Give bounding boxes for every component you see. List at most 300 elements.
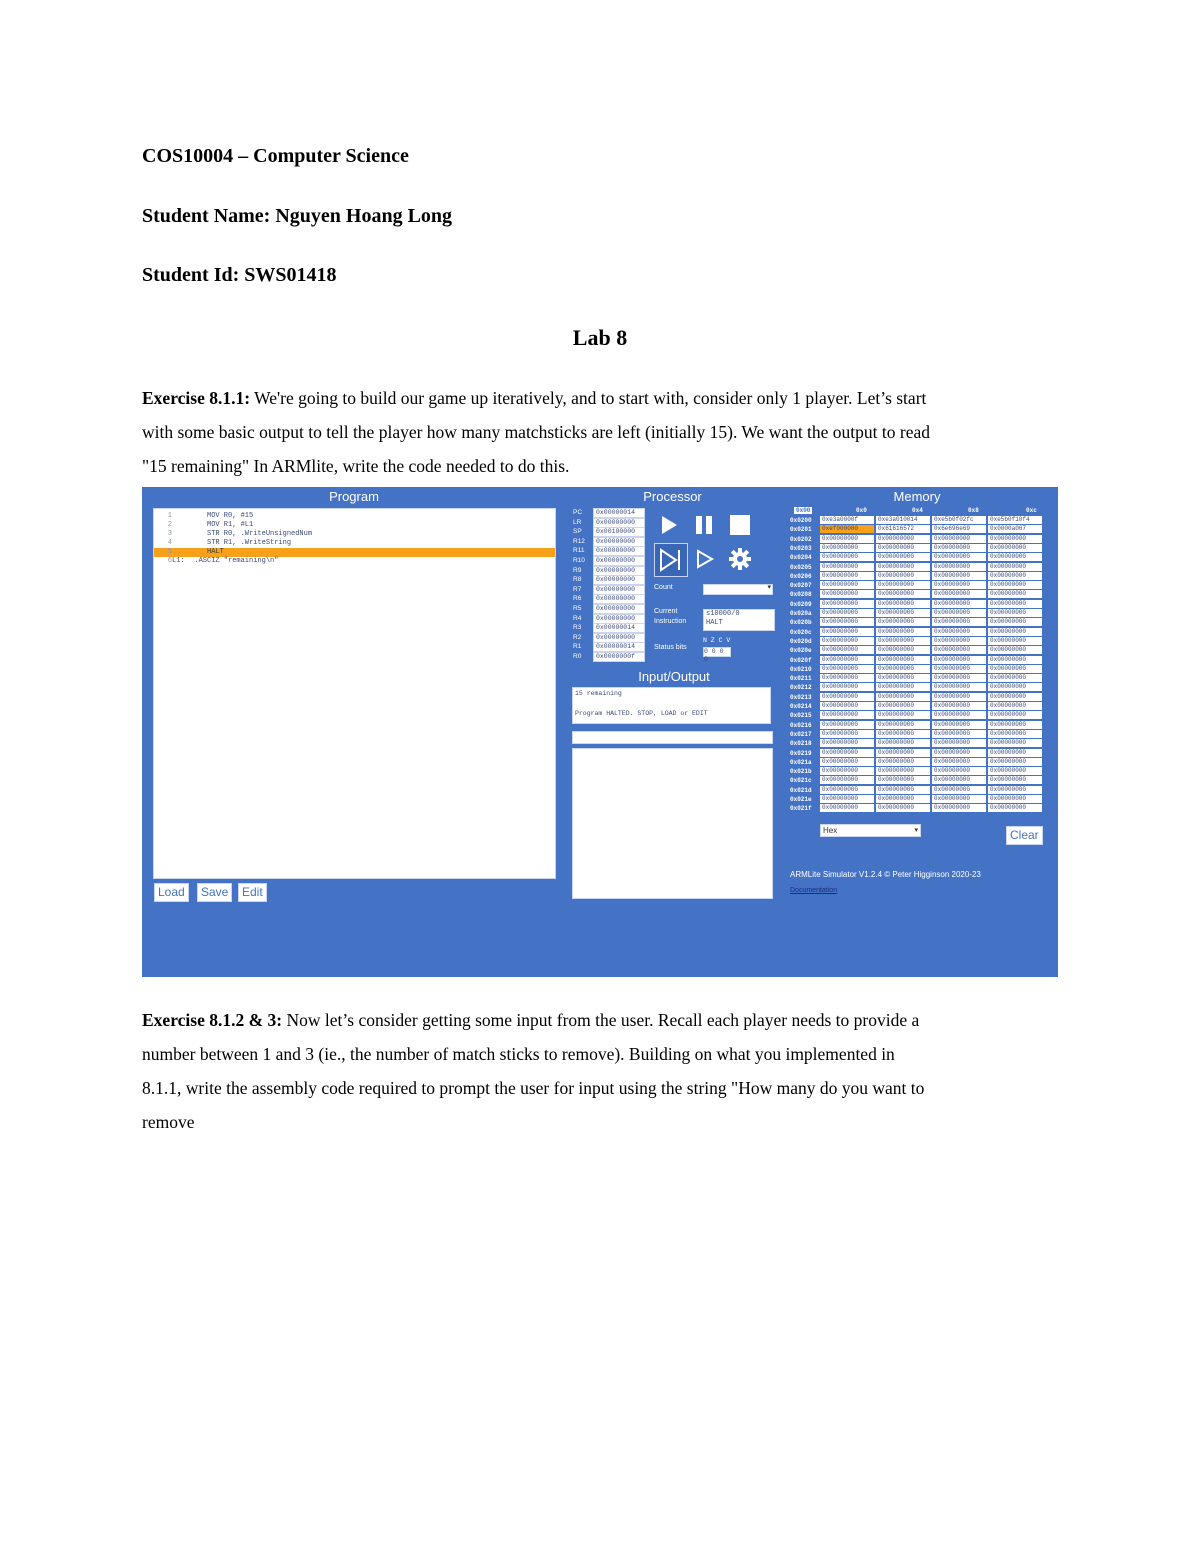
memory-cell[interactable]: 0x00000000 (876, 776, 930, 784)
exercise-2-text-2: number between 1 and 3 (ie., the number of match sticks to remove). Building on what you implemented in (142, 1044, 895, 1064)
memory-cell[interactable]: 0x00000000 (932, 646, 986, 654)
register-name: R10 (573, 557, 585, 564)
memory-cell[interactable]: 0x00000000 (876, 581, 930, 589)
memory-cell[interactable]: 0x00000000 (932, 535, 986, 543)
pause-icon[interactable] (694, 515, 714, 540)
memory-row (790, 609, 1046, 618)
code-label: L1: (172, 557, 185, 565)
line-number: 3 (167, 530, 172, 538)
memory-cell[interactable]: 0x00000000 (876, 665, 930, 673)
register-name: R5 (573, 605, 582, 612)
memory-cell[interactable]: 0x00000000 (876, 721, 930, 729)
memory-cell[interactable]: 0x00000000 (876, 702, 930, 710)
register-value: 0x00000000 (593, 546, 645, 556)
memory-cell[interactable]: 0x00000000 (932, 544, 986, 552)
memory-cell[interactable]: 0x00000000 (820, 553, 874, 561)
memory-cell[interactable]: 0x00000000 (820, 609, 874, 617)
memory-cell[interactable]: 0x00000000 (988, 730, 1042, 738)
memory-address: 0x020d (790, 637, 812, 645)
memory-row (790, 516, 1046, 525)
code-line[interactable] (154, 512, 555, 521)
register-name: SP (573, 528, 582, 536)
memory-cell[interactable]: 0x00000000 (876, 656, 930, 664)
io-input[interactable] (572, 731, 773, 744)
memory-format-value: Hex (823, 826, 838, 835)
memory-address: 0x0216 (790, 721, 812, 729)
memory-address: 0x020a (790, 610, 812, 617)
memory-cell[interactable]: 0x00000000 (988, 656, 1042, 664)
memory-address: 0x0217 (790, 730, 812, 738)
memory-cell[interactable]: 0x00000000 (876, 711, 930, 719)
memory-cell[interactable]: 0x00000000 (876, 749, 930, 757)
memory-cell[interactable]: 0x00000000 (876, 786, 930, 794)
register-value: 0x00000000 (593, 556, 645, 566)
memory-row (790, 674, 1046, 683)
program-editor[interactable] (153, 508, 556, 879)
memory-row (790, 563, 1046, 572)
register-name: R11 (573, 547, 585, 555)
memory-cell[interactable]: 0x00000000 (988, 767, 1042, 775)
memory-cell[interactable]: 0x00000000 (876, 590, 930, 598)
load-button[interactable]: Load (154, 883, 189, 902)
register-value: 0x00000014 (593, 642, 645, 652)
exercise-2-label: Exercise 8.1.2 & 3: (142, 1010, 283, 1030)
current-label: Current (654, 608, 678, 615)
edit-button[interactable]: Edit (238, 883, 267, 902)
memory-cell[interactable]: 0x00000000 (988, 693, 1042, 701)
register-name: R4 (573, 614, 582, 622)
memory-cell[interactable]: 0x00000000 (820, 702, 874, 710)
memory-header-col: 0x4 (912, 507, 923, 514)
memory-cell[interactable]: 0x00000000 (988, 758, 1042, 766)
memory-cell[interactable]: 0x00000000 (932, 674, 986, 682)
memory-row (790, 535, 1046, 544)
exercise-2-text-1: Now let’s consider getting some input from the user. Recall each player needs to provide a (286, 1010, 920, 1030)
memory-row (790, 776, 1046, 785)
status-values: 0 0 0 0 (703, 647, 731, 657)
exercise-1-label: Exercise 8.1.1: (142, 388, 251, 408)
memory-row (790, 637, 1046, 646)
register-name: R8 (573, 576, 582, 584)
memory-address: 0x021c (790, 777, 812, 785)
instruction-label: Instruction (654, 618, 687, 625)
memory-cell[interactable]: 0x00000000 (876, 535, 930, 543)
memory-row (790, 721, 1046, 730)
register-value: 0x00000014 (593, 623, 645, 633)
exercise-1-text-2: with some basic output to tell the player how many matchsticks are left (initially 15). We want the output to read (142, 422, 931, 442)
memory-header-col: 0x8 (968, 507, 979, 514)
memory-cell[interactable]: 0x00000000 (988, 776, 1042, 784)
course-title: COS10004 – Computer Science (142, 145, 409, 167)
memory-cell[interactable]: 0x00000000 (932, 776, 986, 784)
chevron-down-icon: ▾ (767, 584, 771, 591)
memory-cell[interactable]: 0x00000000 (988, 628, 1042, 636)
memory-cell[interactable]: 0x00000000 (876, 600, 930, 608)
memory-address: 0x0208 (790, 591, 812, 599)
memory-cell[interactable]: 0x00000000 (820, 758, 874, 766)
memory-cell[interactable]: 0x00000000 (876, 646, 930, 654)
code-text: .ASCIZ "remaining\n" (186, 557, 279, 565)
memory-cell[interactable]: 0x00000000 (876, 758, 930, 766)
memory-cell[interactable]: 0x00000000 (820, 637, 874, 645)
memory-cell[interactable]: 0x00000000 (820, 767, 874, 775)
register-value: 0x00000000 (593, 585, 645, 595)
memory-cell[interactable]: 0x00000000 (988, 739, 1042, 747)
memory-cell[interactable]: 0x00000000 (876, 544, 930, 552)
memory-cell[interactable]: 0x00000000 (932, 749, 986, 757)
memory-row (790, 618, 1046, 627)
memory-row (790, 786, 1046, 795)
register-value: 0x00000014 (593, 508, 645, 518)
memory-address: 0x0200 (790, 517, 812, 524)
current-instruction-box (703, 609, 775, 631)
memory-cell[interactable]: 0x00000000 (820, 674, 874, 682)
memory-cell[interactable]: 0x00000000 (932, 618, 986, 626)
memory-row (790, 758, 1046, 767)
line-number: 5 (167, 548, 172, 556)
memory-cell[interactable]: 0x00000000 (988, 749, 1042, 757)
memory-cell[interactable]: 0xe3a010014 (876, 516, 930, 524)
step-icon[interactable] (654, 543, 688, 577)
memory-address: 0x0218 (790, 740, 812, 748)
memory-cell[interactable]: 0x00000000 (988, 683, 1042, 691)
memory-cell[interactable]: 0x00000000 (876, 767, 930, 775)
memory-cell[interactable]: 0xe5b0f02fc (932, 516, 986, 524)
memory-cell[interactable]: 0x00000000 (876, 572, 930, 580)
memory-cell[interactable]: 0x00000000 (876, 795, 930, 803)
memory-cell[interactable]: 0x00000000 (820, 544, 874, 552)
exercise-1-paragraph (142, 381, 1037, 483)
memory-row (790, 683, 1046, 692)
line-number: 4 (167, 539, 172, 547)
memory-cell[interactable]: 0x00000000 (932, 795, 986, 803)
memory-address: 0x0214 (790, 703, 812, 710)
memory-row (790, 581, 1046, 590)
memory-cell[interactable]: 0x00000000 (932, 721, 986, 729)
code-line[interactable] (154, 521, 555, 530)
memory-row (790, 767, 1046, 776)
memory-address: 0x020c (790, 628, 812, 636)
exercise-2-text-4: remove (142, 1112, 195, 1132)
memory-address: 0x0203 (790, 544, 812, 552)
memory-address: 0x021a (790, 758, 812, 766)
memory-cell[interactable]: 0x00000000 (932, 665, 986, 673)
memory-cell[interactable]: 0x00000000 (820, 804, 874, 812)
memory-row (790, 590, 1046, 599)
memory-cell[interactable]: 0x00000000 (932, 693, 986, 701)
memory-address: 0x0204 (790, 554, 812, 562)
memory-row (790, 600, 1046, 609)
documentation-link[interactable]: Documentation (790, 887, 838, 894)
memory-cell[interactable]: 0x00000000 (820, 795, 874, 803)
register-name: PC (573, 509, 583, 516)
register-value: 0x00100000 (593, 527, 645, 537)
memory-cell[interactable]: 0x00000000 (820, 646, 874, 654)
memory-cell[interactable]: 0x0000a067 (988, 525, 1042, 533)
memory-row (790, 525, 1046, 534)
memory-cell[interactable]: 0x00000000 (988, 609, 1042, 617)
memory-row (790, 544, 1046, 553)
memory-cell[interactable]: 0x00000000 (932, 711, 986, 719)
memory-address: 0x0206 (790, 572, 812, 580)
memory-cell[interactable]: 0x00000000 (876, 804, 930, 812)
exercise-1-text-1: We're going to build our game up iteratively, and to start with, consider only 1 player. Let’s start (254, 388, 927, 408)
memory-cell[interactable]: 0x00000000 (988, 553, 1042, 561)
memory-cell[interactable]: 0xe3a0000f (820, 516, 874, 524)
memory-cell[interactable]: 0x00000000 (876, 628, 930, 636)
memory-row (790, 739, 1046, 748)
memory-cell[interactable]: 0x00000000 (932, 656, 986, 664)
memory-address: 0x0201 (790, 526, 812, 534)
register-name: R1 (573, 643, 582, 651)
memory-cell[interactable]: 0x00000000 (820, 628, 874, 636)
memory-row (790, 711, 1046, 720)
memory-title: Memory (893, 489, 941, 504)
memory-cell[interactable]: 0x00000000 (876, 739, 930, 747)
memory-row (790, 804, 1046, 813)
code-line[interactable] (154, 557, 555, 566)
register-name: R2 (573, 633, 582, 641)
memory-cell[interactable]: 0x00000000 (820, 656, 874, 664)
register-value: 0x00000000 (593, 594, 645, 604)
settings-icon[interactable] (729, 548, 751, 575)
register-name: R9 (573, 566, 582, 574)
memory-address: 0x020e (790, 647, 812, 655)
code-text: MOV R0, #15 (186, 512, 254, 520)
exercise-1-text-3: "15 remaining" In ARMlite, write the code needed to do this. (142, 456, 570, 476)
code-line[interactable] (154, 530, 555, 539)
memory-cell[interactable]: 0x00000000 (988, 544, 1042, 552)
memory-cell[interactable]: 0x00000000 (932, 609, 986, 617)
memory-address: 0x021f (790, 805, 812, 813)
memory-address: 0x021d (790, 786, 812, 794)
memory-cell[interactable]: 0x00000000 (820, 749, 874, 757)
save-button[interactable]: Save (197, 883, 232, 902)
memory-cell[interactable]: 0x00000000 (932, 786, 986, 794)
memory-cell[interactable]: 0x00000000 (820, 535, 874, 543)
memory-cell[interactable]: 0x00000000 (876, 730, 930, 738)
memory-cell[interactable]: 0x00000000 (820, 739, 874, 747)
memory-table (790, 507, 1050, 822)
memory-cell[interactable]: 0x00000000 (820, 581, 874, 589)
memory-cell[interactable]: 0x00000000 (820, 786, 874, 794)
armlite-screenshot (142, 487, 1058, 977)
memory-cell[interactable]: 0x00000000 (988, 786, 1042, 794)
memory-cell[interactable]: 0x00000000 (876, 563, 930, 571)
register-name: R7 (573, 585, 582, 593)
count-label: Count (654, 584, 673, 591)
clear-button[interactable]: Clear (1006, 826, 1043, 845)
memory-cell[interactable]: 0x00000000 (876, 553, 930, 561)
memory-cell[interactable]: 0x00000000 (932, 758, 986, 766)
current-address: s10000/0 (706, 610, 740, 618)
version-text: ARMLite Simulator V1.2.4 © Peter Higginson 2020-23 (790, 870, 981, 879)
io-output (572, 687, 771, 724)
memory-cell[interactable]: 0x00000000 (820, 711, 874, 719)
register-value: 0x00000000 (593, 575, 645, 585)
memory-cell[interactable]: 0x00000000 (876, 693, 930, 701)
student-id: Student Id: SWS01418 (142, 264, 337, 286)
memory-cell[interactable]: 0x00000000 (820, 618, 874, 626)
line-number: 1 (167, 512, 172, 520)
memory-cell[interactable]: 0x00000000 (932, 767, 986, 775)
memory-cell[interactable]: 0x00000000 (988, 804, 1042, 812)
memory-address: 0x021e (790, 796, 812, 803)
memory-cell[interactable]: 0x00000000 (876, 637, 930, 645)
memory-row (790, 646, 1046, 655)
memory-cell[interactable]: 0x00000000 (932, 600, 986, 608)
memory-cell[interactable]: 0x00000000 (932, 683, 986, 691)
memory-address: 0x0212 (790, 684, 812, 692)
io-display (572, 748, 773, 899)
code-text: HALT (186, 548, 224, 556)
register-value: 0x00000000 (593, 604, 645, 614)
memory-cell[interactable]: 0x00000000 (988, 646, 1042, 654)
memory-address: 0x0205 (790, 563, 812, 571)
stop-icon[interactable] (729, 515, 751, 540)
memory-address: 0x0215 (790, 712, 812, 720)
memory-cell[interactable]: 0x00000000 (876, 674, 930, 682)
code-line[interactable] (154, 539, 555, 548)
memory-address: 0x0202 (790, 535, 812, 543)
memory-cell[interactable]: 0x00000000 (988, 637, 1042, 645)
memory-cell[interactable]: 0x61616572 (876, 525, 930, 533)
memory-header-page[interactable]: 0x00 (796, 507, 811, 514)
memory-row (790, 628, 1046, 637)
memory-cell[interactable]: 0x6e696e69 (932, 525, 986, 533)
memory-cell[interactable]: 0x00000000 (988, 563, 1042, 571)
register-value: 0x00000000 (593, 614, 645, 624)
memory-row (790, 553, 1046, 562)
memory-cell[interactable]: 0x00000000 (932, 563, 986, 571)
lab-title: Lab 8 (572, 325, 628, 350)
exercise-2-paragraph (142, 1003, 1037, 1139)
memory-cell[interactable]: 0x00000000 (988, 590, 1042, 598)
memory-row (790, 656, 1046, 665)
memory-cell[interactable]: 0x00000000 (932, 804, 986, 812)
register-value: 0x00000000 (593, 566, 645, 576)
memory-format-select[interactable] (820, 824, 921, 837)
code-text: STR R1, .WriteString (186, 539, 292, 547)
memory-address: 0x0207 (790, 582, 812, 590)
register-value: 0x00000000 (593, 537, 645, 547)
memory-cell[interactable]: 0x00000000 (932, 739, 986, 747)
memory-cell[interactable]: 0x00000000 (820, 665, 874, 673)
memory-cell[interactable]: 0x00000000 (820, 563, 874, 571)
memory-cell[interactable]: 0x00000000 (820, 693, 874, 701)
memory-address: 0x0213 (790, 693, 812, 701)
memory-cell[interactable]: 0x00000000 (988, 600, 1042, 608)
memory-cell[interactable]: 0x00000000 (932, 628, 986, 636)
memory-row (790, 730, 1046, 739)
memory-address: 0x020b (790, 619, 812, 627)
status-bits-label: Status bits (654, 644, 687, 651)
memory-cell[interactable]: 0x00000000 (820, 572, 874, 580)
memory-cell[interactable]: 0x00000000 (932, 553, 986, 561)
chevron-down-icon: ▾ (914, 827, 918, 834)
memory-cell[interactable]: 0xe5b0f10f4 (988, 516, 1042, 524)
code-text: STR R0, .WriteUnsignedNum (186, 530, 313, 538)
memory-cell[interactable]: 0x00000000 (876, 609, 930, 617)
memory-cell[interactable]: 0x00000000 (988, 535, 1042, 543)
slow-run-icon[interactable] (695, 549, 715, 574)
memory-cell[interactable]: 0x00000000 (988, 721, 1042, 729)
memory-cell[interactable]: 0x00000000 (932, 702, 986, 710)
memory-address: 0x0219 (790, 749, 812, 757)
memory-cell[interactable]: 0x00000000 (932, 590, 986, 598)
exercise-2-text-3: 8.1.1, write the assembly code required to prompt the user for input using the string "How many do you want to (142, 1078, 925, 1098)
register-value: 0x0000000f (593, 652, 645, 662)
memory-row (790, 693, 1046, 702)
memory-address: 0x0211 (790, 675, 812, 683)
memory-row (790, 572, 1046, 581)
memory-cell[interactable]: 0x00000000 (932, 572, 986, 580)
memory-cell[interactable]: 0x00000000 (820, 590, 874, 598)
memory-header-col: 0x0 (856, 507, 867, 514)
student-name: Student Name: Nguyen Hoang Long (142, 205, 453, 227)
memory-address: 0x021b (790, 768, 812, 776)
memory-cell[interactable]: 0x00000000 (820, 600, 874, 608)
memory-row (790, 702, 1046, 711)
memory-cell[interactable]: 0x00000000 (988, 711, 1042, 719)
count-select[interactable] (703, 584, 773, 595)
line-number: 6 (167, 557, 172, 565)
memory-cell[interactable]: 0x00000000 (988, 674, 1042, 682)
register-name: R3 (573, 624, 582, 632)
io-output-line-2: Program HALTED. STOP, LOAD or EDIT (575, 710, 708, 717)
memory-cell[interactable]: 0x00000000 (820, 721, 874, 729)
memory-cell[interactable]: 0x00000000 (876, 683, 930, 691)
memory-cell[interactable]: 0x00000000 (988, 581, 1042, 589)
memory-cell[interactable]: 0x00000000 (820, 776, 874, 784)
memory-cell[interactable]: 0x00000000 (988, 572, 1042, 580)
code-line[interactable] (154, 548, 555, 557)
program-title: Program (329, 489, 379, 504)
memory-cell[interactable]: 0x00000000 (932, 730, 986, 738)
memory-header-col: 0xc (1026, 507, 1037, 514)
memory-cell[interactable]: 0x00000000 (988, 665, 1042, 673)
code-text: MOV R1, #L1 (186, 521, 254, 529)
memory-cell[interactable]: 0x00000000 (988, 702, 1042, 710)
io-title: Input/Output (638, 669, 710, 684)
memory-cell[interactable]: 0x00000000 (820, 683, 874, 691)
current-instruction: HALT (706, 619, 723, 627)
register-value: 0x00000000 (593, 518, 645, 528)
register-name: R12 (573, 537, 585, 545)
io-output-line-1: 15 remaining (575, 690, 622, 697)
line-number: 2 (167, 521, 172, 529)
play-icon[interactable] (660, 515, 678, 540)
memory-cell[interactable]: 0x00000000 (876, 618, 930, 626)
memory-cell[interactable]: 0xef000000 (820, 525, 874, 533)
status-flags: N Z C V (703, 637, 731, 644)
memory-cell[interactable]: 0x00000000 (820, 730, 874, 738)
memory-cell[interactable]: 0x00000000 (988, 795, 1042, 803)
memory-cell[interactable]: 0x00000000 (988, 618, 1042, 626)
memory-row (790, 795, 1046, 804)
register-name: R6 (573, 595, 582, 603)
memory-address: 0x0209 (790, 600, 812, 608)
memory-row (790, 665, 1046, 674)
register-name: R0 (573, 653, 582, 660)
register-value: 0x00000000 (593, 633, 645, 643)
memory-cell[interactable]: 0x00000000 (932, 637, 986, 645)
memory-row (790, 749, 1046, 758)
memory-cell[interactable]: 0x00000000 (932, 581, 986, 589)
processor-title: Processor (643, 489, 702, 504)
register-name: LR (573, 518, 582, 526)
memory-address: 0x020f (790, 656, 812, 664)
